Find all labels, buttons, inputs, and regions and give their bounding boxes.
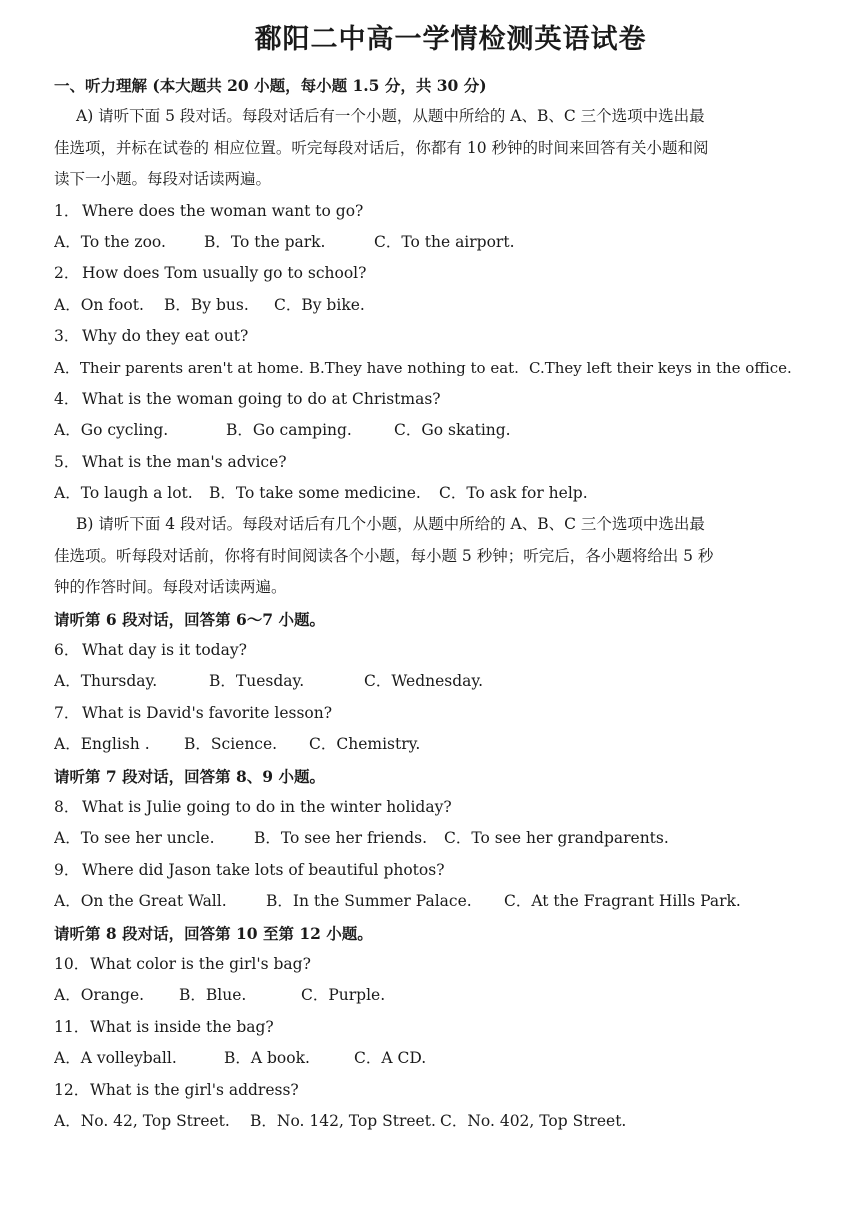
option-a: A．English . bbox=[54, 735, 150, 754]
dialogue-8-directions: 请听第 8 段对话，回答第 10 至第 12 小题。 bbox=[54, 923, 373, 943]
question-text: What is the girl's address? bbox=[90, 1080, 299, 1099]
options-7 bbox=[54, 729, 827, 760]
question-9 bbox=[54, 855, 827, 886]
option-a: A．To see her uncle. bbox=[54, 829, 215, 848]
option-a: A．Their parents aren't at home. bbox=[54, 358, 304, 377]
option-b: B．To see her friends. bbox=[254, 829, 428, 848]
option-b: B．Science. bbox=[184, 735, 278, 754]
options-9 bbox=[54, 886, 827, 917]
options-1 bbox=[54, 227, 827, 258]
option-b: B．No. 142, Top Street. bbox=[250, 1111, 436, 1130]
partA-intro-line-3: 读下一小题。每段对话读两遍。 bbox=[54, 170, 272, 189]
option-b: B．A book. bbox=[224, 1049, 310, 1068]
options-5 bbox=[54, 478, 827, 509]
option-c: C.They left their keys in the office. bbox=[529, 358, 792, 377]
options-3 bbox=[54, 353, 827, 384]
option-b: B．In the Summer Palace. bbox=[266, 892, 472, 911]
options-11 bbox=[54, 1043, 827, 1074]
option-b: B．Tuesday. bbox=[209, 672, 305, 691]
question-number: 1． bbox=[54, 201, 80, 220]
option-a: A．Orange. bbox=[54, 986, 145, 1005]
option-a: A．To laugh a lot. bbox=[54, 484, 193, 503]
question-5 bbox=[54, 447, 827, 478]
question-text: What is the woman going to do at Christmas? bbox=[82, 389, 441, 408]
option-b: B.They have nothing to eat. bbox=[309, 358, 519, 377]
option-a: A．To the zoo. bbox=[54, 232, 166, 251]
partA-intro-line-2: 佳选项，并标在试卷的 相应位置。听完每段对话后，你都有 10 秒钟的时间来回答有关小题和阅 bbox=[54, 138, 709, 157]
question-text: What day is it today? bbox=[82, 641, 247, 660]
question-text: How does Tom usually go to school? bbox=[82, 264, 367, 283]
option-c: C．A CD. bbox=[354, 1049, 427, 1068]
options-10 bbox=[54, 980, 827, 1011]
exam-title: 鄱阳二中高一学情检测英语试卷 bbox=[254, 24, 647, 55]
question-7 bbox=[54, 698, 827, 729]
question-text: What is inside the bag? bbox=[90, 1017, 274, 1036]
option-a: A．On foot. bbox=[54, 295, 144, 314]
option-a: A．Thursday. bbox=[54, 672, 158, 691]
option-c: C．To ask for help. bbox=[439, 484, 588, 503]
option-c: C．Go skating. bbox=[394, 421, 511, 440]
option-a: A．On the Great Wall. bbox=[54, 892, 227, 911]
options-8 bbox=[54, 823, 827, 854]
partB-intro-line-1: B) 请听下面 4 段对话。每段对话后有几个小题，从题中所给的 A、B、C 三个选项中选出最 bbox=[76, 515, 705, 534]
option-c: C．Purple. bbox=[301, 986, 386, 1005]
question-number: 6． bbox=[54, 641, 80, 660]
options-4 bbox=[54, 415, 827, 446]
question-number: 2． bbox=[54, 264, 80, 283]
dialogue-6-directions: 请听第 6 段对话，回答第 6～7 小题。 bbox=[54, 609, 325, 629]
question-number: 10． bbox=[54, 954, 90, 973]
question-3 bbox=[54, 321, 827, 352]
question-text: What is the man's advice? bbox=[82, 452, 287, 471]
partB-intro-line-2: 佳选项。听每段对话前，你将有时间阅读各个小题，每小题 5 秒钟；听完后，各小题将给出 5 秒 bbox=[54, 546, 714, 565]
options-6 bbox=[54, 666, 827, 697]
question-text: Where does the woman want to go? bbox=[82, 201, 364, 220]
option-b: B．Go camping. bbox=[226, 421, 352, 440]
question-text: What color is the girl's bag? bbox=[90, 954, 311, 973]
options-2 bbox=[54, 290, 827, 321]
option-c: C．Chemistry. bbox=[309, 735, 421, 754]
question-text: Why do they eat out? bbox=[82, 327, 249, 346]
question-10 bbox=[54, 949, 827, 980]
option-b: B．To take some medicine. bbox=[209, 484, 421, 503]
question-8 bbox=[54, 792, 827, 823]
question-12 bbox=[54, 1075, 827, 1106]
question-2 bbox=[54, 258, 827, 289]
section-heading: 一、听力理解 (本大题共 20 小题，每小题 1.5 分，共 30 分) bbox=[54, 76, 487, 95]
question-number: 9． bbox=[54, 860, 80, 879]
question-number: 5． bbox=[54, 452, 80, 471]
option-c: C．Wednesday. bbox=[364, 672, 484, 691]
option-a: A．No. 42, Top Street. bbox=[54, 1111, 230, 1130]
option-a: A．A volleyball. bbox=[54, 1049, 177, 1068]
question-1 bbox=[54, 196, 827, 227]
question-number: 8． bbox=[54, 797, 80, 816]
question-text: What is Julie going to do in the winter holiday? bbox=[82, 797, 452, 816]
question-number: 7． bbox=[54, 703, 80, 722]
option-c: C．To see her grandparents. bbox=[444, 829, 669, 848]
question-4 bbox=[54, 384, 827, 415]
dialogue-7-directions: 请听第 7 段对话，回答第 8、9 小题。 bbox=[54, 766, 325, 786]
question-text: What is David's favorite lesson? bbox=[82, 703, 333, 722]
question-text: Where did Jason take lots of beautiful photos? bbox=[82, 860, 445, 879]
question-number: 11． bbox=[54, 1017, 90, 1036]
option-c: C．By bike. bbox=[274, 295, 365, 314]
question-11 bbox=[54, 1012, 827, 1043]
option-a: A．Go cycling. bbox=[54, 421, 169, 440]
question-number: 4． bbox=[54, 389, 80, 408]
options-12 bbox=[54, 1106, 827, 1137]
option-b: B．To the park. bbox=[204, 232, 326, 251]
option-c: C．To the airport. bbox=[374, 232, 515, 251]
option-b: B．By bus. bbox=[164, 295, 249, 314]
partA-intro-line-1: A) 请听下面 5 段对话。每段对话后有一个小题，从题中所给的 A、B、C 三个选项中选出最 bbox=[76, 107, 705, 126]
question-number: 12． bbox=[54, 1080, 90, 1099]
partB-intro-line-3: 钟的作答时间。每段对话读两遍。 bbox=[54, 578, 287, 597]
question-number: 3． bbox=[54, 327, 80, 346]
option-c: C．No. 402, Top Street. bbox=[440, 1111, 627, 1130]
option-c: C．At the Fragrant Hills Park. bbox=[504, 892, 741, 911]
option-b: B．Blue. bbox=[179, 986, 247, 1005]
question-6 bbox=[54, 635, 827, 666]
